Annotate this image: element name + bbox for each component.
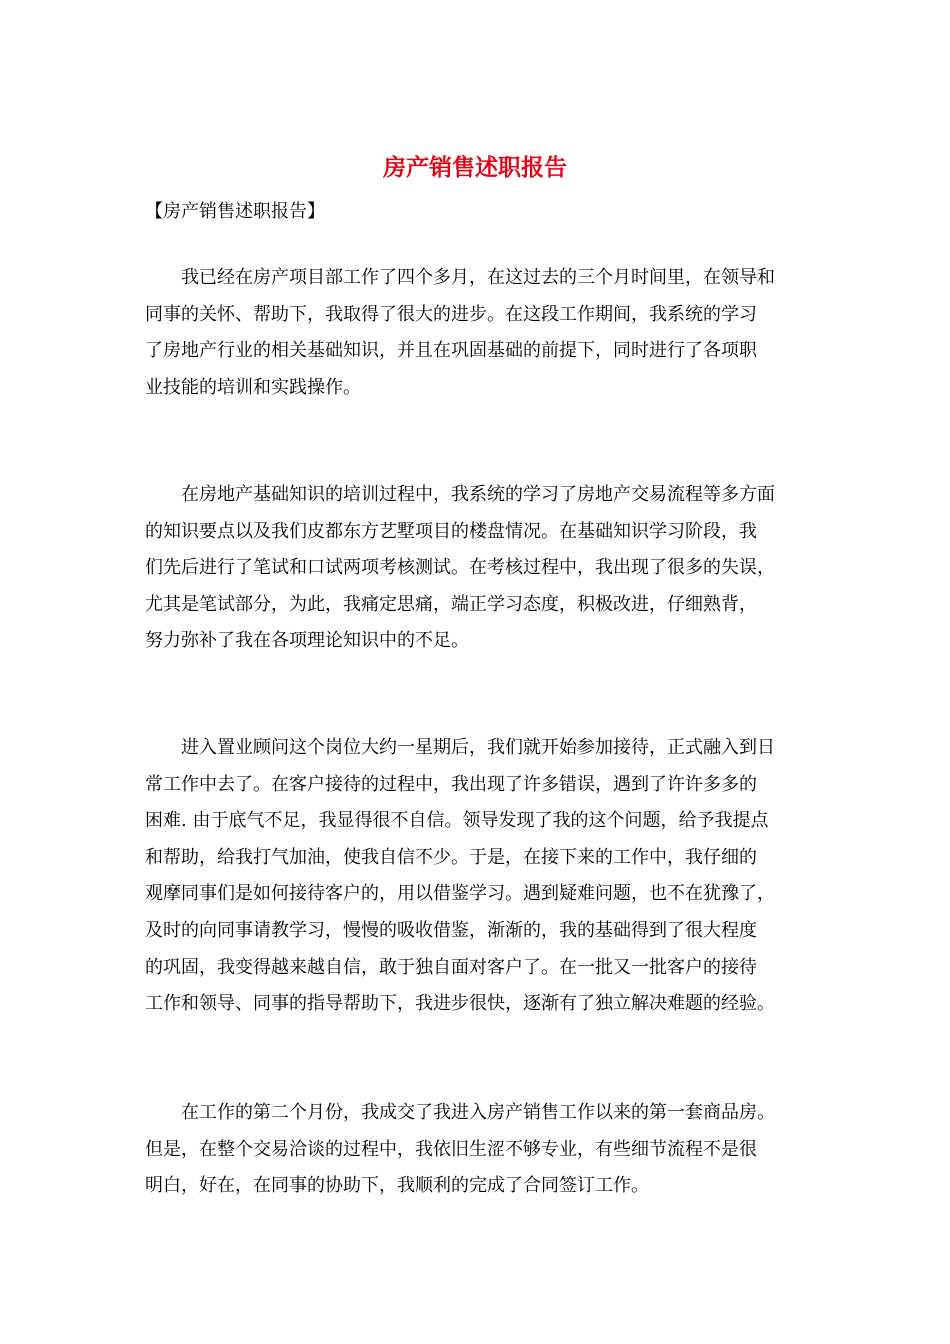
paragraph-line: 在工作的第二个月份，我成交了我进入房产销售工作以来的第一套商品房。 xyxy=(145,1102,775,1123)
paragraph-line: 的知识要点以及我们皮都东方艺墅项目的楼盘情况。在基础知识学习阶段，我 xyxy=(145,520,757,542)
paragraph-line: 们先后进行了笔试和口试两项考核测试。在考核过程中，我出现了很多的失误， xyxy=(145,557,775,579)
paragraph-line: 观摩同事们是如何接待客户的，用以借鉴学习。遇到疑难问题，也不在犹豫了， xyxy=(145,883,775,905)
paragraph-4 xyxy=(145,1095,810,1205)
paragraph-line: 了房地产行业的相关基础知识，并且在巩固基础的前提下，同时进行了各项职 xyxy=(145,340,757,362)
paragraph-line: 的巩固，我变得越来越自信，敢于独自面对客户了。在一批又一批客户的接待 xyxy=(145,956,757,978)
paragraph-line: 同事的关怀、帮助下，我取得了很大的进步。在这段工作期间，我系统的学习 xyxy=(145,303,757,325)
paragraph-line: 困难. 由于底气不足，我显得很不自信。领导发现了我的这个问题，给予我提点 xyxy=(145,810,769,832)
paragraph-line: 尤其是笔试部分，为此，我痛定思痛，端正学习态度，积极改进，仔细熟背， xyxy=(145,593,757,615)
paragraph-line: 但是，在整个交易洽谈的过程中，我依旧生涩不够专业，有些细节流程不是很 xyxy=(145,1138,757,1160)
paragraph-line: 我已经在房产项目部工作了四个多月，在这过去的三个月时间里，在领导和 xyxy=(145,267,775,288)
paragraph-line: 明白，好在，在同事的协助下，我顺利的完成了合同签订工作。 xyxy=(145,1175,649,1197)
paragraph-line: 努力弥补了我在各项理论知识中的不足。 xyxy=(145,630,469,652)
paragraph-2 xyxy=(145,477,810,660)
paragraph-line: 常工作中去了。在客户接待的过程中，我出现了许多错误，遇到了许许多多的 xyxy=(145,773,757,795)
paragraph-line: 及时的向同事请教学习，慢慢的吸收借鉴，渐渐的，我的基础得到了很大程度 xyxy=(145,919,757,941)
paragraph-line: 和帮助，给我打气加油，使我自信不少。于是，在接下来的工作中，我仔细的 xyxy=(145,846,757,868)
paragraph-line: 进入置业顾问这个岗位大约一星期后，我们就开始参加接待，正式融入到日 xyxy=(145,737,775,758)
paragraph-line: 在房地产基础知识的培训过程中，我系统的学习了房地产交易流程等多方面 xyxy=(145,484,775,505)
document-title: 房产销售述职报告 xyxy=(383,154,567,181)
paragraph-1 xyxy=(145,260,810,406)
document-subtitle: 【房产销售述职报告】 xyxy=(145,201,325,222)
paragraph-line: 工作和领导、同事的指导帮助下，我进步很快，逐渐有了独立解决难题的经验。 xyxy=(145,993,775,1015)
paragraph-3 xyxy=(145,730,810,1023)
paragraph-line: 业技能的培训和实践操作。 xyxy=(145,376,361,398)
